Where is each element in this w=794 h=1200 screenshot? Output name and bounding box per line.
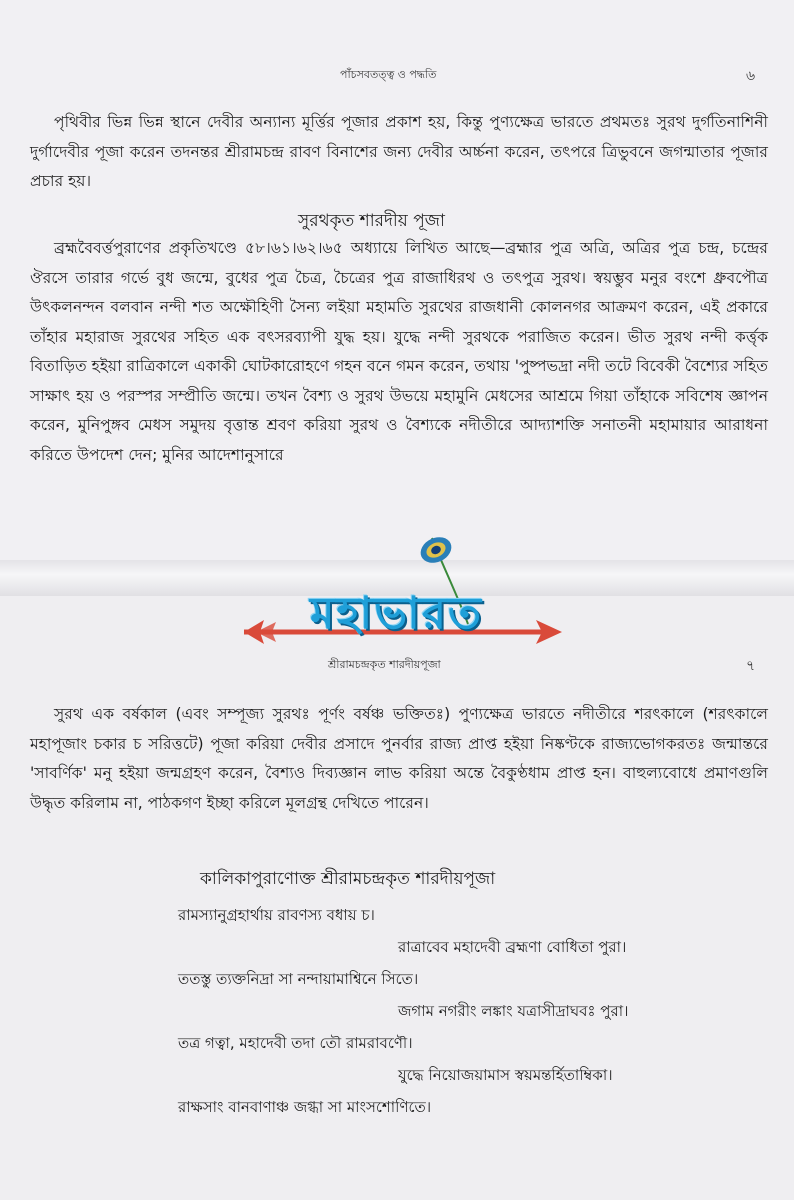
running-head: শ্রীরামচন্দ্রকৃত শারদীয়পূজা — [328, 658, 441, 671]
page-number: ৭ — [746, 658, 756, 674]
section-heading: কালিকাপুরাণোক্ত শ্রীরামচন্দ্রকৃত শারদীয়পূজা — [200, 869, 496, 889]
verse-line: ততস্তু ত্যক্তনিদ্রা সা নন্দায়ামাশ্বিনে সিতে। — [178, 970, 419, 988]
body-paragraph-text: সুরথ এক বর্ষকাল (এবং সম্পূজ্য সুরথঃ পূর্ণং বর্ষঞ্চ ভক্তিতঃ) পুণ্যক্ষেত্র ভারতে নদীতীরে শরৎকালে (শরৎকালে মহাপূজাং চকার চ সরিত্তটে) পূজা করিয়া দেবীর প্রসাদে পুনর্বার রাজ্য প্রাপ্ত হইয়া নিষ্কণ্টকে রাজ্যভোগকরতঃ জন্মান্তরে 'সাবর্ণিক' মনু হইয়া জন্মগ্রহণ করেন, বৈশ্যও দিব্যজ্ঞান লাভ করিয়া অন্তে বৈকুণ্ঠধাম প্রাপ্ত হন। বাহুল্যবোধে প্রমাণগুলি উদ্ধৃত করিলাম না, পাঠকগণ ইচ্ছা করিলে মূলগ্রন্থ দেখিতে পারেন। — [30, 705, 768, 812]
logo-wordmark: মহাভারত — [310, 588, 484, 639]
top-page — [0, 0, 794, 560]
intro-paragraph — [30, 108, 768, 197]
intro-paragraph-text: পৃথিবীর ভিন্ন ভিন্ন স্থানে দেবীর অন্যান্য মূর্ত্তির পূজার প্রকাশ হয়, কিন্তু পুণ্যক্ষেত্র ভারতে প্রথমতঃ সুরথ দুর্গতিনাশিনী দুর্গাদেবীর পূজা করেন তদনন্তর শ্রীরামচন্দ্র রাবণ বিনাশের জন্য দেবীর অর্চ্চনা করেন, তৎপরে ত্রিভুবনে জগন্মাতার পূজার প্রচার হয়। — [30, 113, 768, 190]
body-paragraph — [30, 234, 768, 470]
body-paragraph — [30, 700, 768, 818]
page-number: ৬ — [746, 68, 756, 84]
verse-line: তত্র গত্বা, মহাদেবী তদা তৌ রামরাবণৌ। — [178, 1034, 413, 1052]
verse-line: জগাম নগরীং লঙ্কাং যত্রাসীদ্রাঘবঃ পুরা। — [398, 1002, 629, 1020]
verse-line: রাত্রাবেব মহাদেবী ব্রহ্মণা বোধিতা পুরা। — [398, 938, 627, 956]
verse-line: যুদ্ধে নিয়োজয়ামাস স্বয়মন্তর্হিতাম্বিকা। — [398, 1066, 613, 1084]
bottom-page — [0, 596, 794, 1200]
running-head: পাঁচসবতত্ত্ব ও পদ্ধতি — [340, 68, 437, 81]
verse-line: রাক্ষসাং বানবাণাঞ্চ জগ্ধা সা মাংসশোণিতে। — [178, 1098, 432, 1116]
body-paragraph-text: ব্রহ্মবৈবর্ত্তপুরাণের প্রকৃতিখণ্ডে ৫৮।৬১।৬২।৬৫ অধ্যায়ে লিখিত আছে—ব্রহ্মার পুত্র অত্রি, অত্রির পুত্র চন্দ্র, চন্দ্রের ঔরসে তারার গর্ভে বুধ জন্মে, বুধের পুত্র চৈত্র, চৈত্রের পুত্র রাজাধিরথ ও তৎপুত্র সুরথ। স্বয়ম্ভুব মনুর বংশে ধ্রুবপৌত্র উৎকলনন্দন বলবান নন্দী শত অক্ষৌহিণী সৈন্য লইয়া মহামতি সুরথের রাজধানী কোলনগর আক্রমণ করেন, এই প্রকারে তাঁহার মহারাজ সুরথের সহিত এক বৎসরব্যাপী যুদ্ধ হয়। যুদ্ধে নন্দী সুরথকে পরাজিত করেন। ভীত সুরথ নন্দী কর্ত্তৃক বিতাড়িত হইয়া রাত্রিকালে একাকী ঘোটকারোহণে গহন বনে গমন করেন, তথায় 'পুষ্পভদ্রা নদী তটে বিবেকী বৈশ্যের সহিত সাক্ষাৎ হয় ও পরস্পর সম্প্রীতি জন্মে। তখন বৈশ্য ও সুরথ উভয়ে মহামুনি মেধসের আশ্রমে গিয়া তাঁহাকে সবিশেষ জ্ঞাপন করেন, মুনিপুঙ্গব মেধস সমুদয় বৃত্তান্ত শ্রবণ করিয়া সুরথ ও বৈশ্যকে নদীতীরে আদ্যাশক্তি সনাতনী মহামায়ার আরাধনা করিতে উপদেশ দেন; মুনির আদেশানুসারে — [30, 239, 768, 464]
verse-line: রামস্যানুগ্রহার্থায় রাবণস্য বধায় চ। — [178, 906, 375, 924]
section-heading: সুরথকৃত শারদীয় পূজা — [298, 211, 445, 231]
